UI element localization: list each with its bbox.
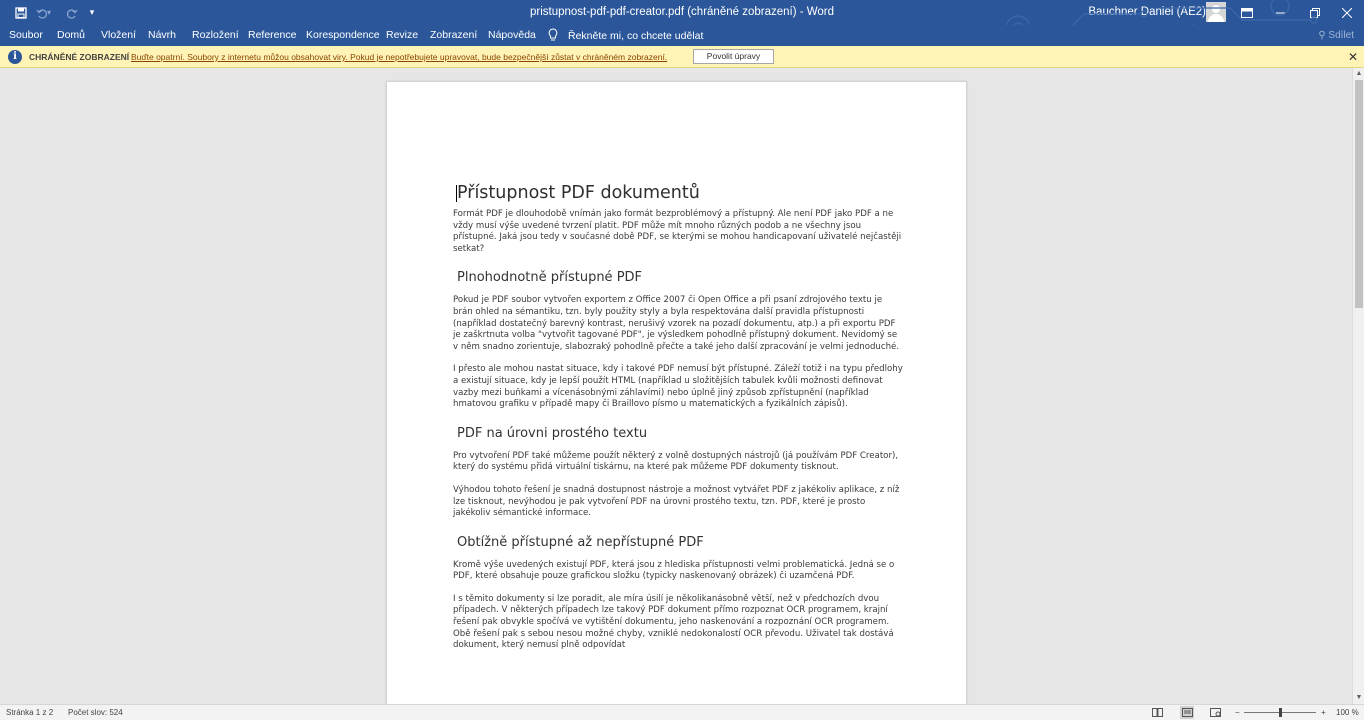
document-canvas[interactable] [0,68,1352,704]
scroll-up-icon[interactable]: ▲ [1355,70,1363,77]
tab-mailings[interactable]: Korespondence [306,29,380,41]
status-bar [0,704,1364,720]
undo-dropdown-icon[interactable]: ▾ [46,8,51,17]
tell-me-search[interactable] [548,25,703,46]
scroll-down-icon[interactable]: ▼ [1355,694,1363,701]
tab-file[interactable]: Soubor [9,29,43,41]
page-indicator[interactable]: Stránka 1 z 2 [6,708,54,717]
paragraph: Pokud je PDF soubor vytvořen exportem z Office 2007 či Open Office a při psaní zdrojového textu je brán ohled na sémantiku, tzn. byly použity styly a byla respektována další pravidla přístupnosti (například dostatečný barevný kontrast, nerušivý vzorek na pozadí dokumentu, atp.) a při exportu PDF je zaškrtnuta volba "vytvořit tagované PDF", je výsledkem pohodlně přístupný dokument. Nevidomý se v něm snadno zorientuje, slabozraký pohodlně přečte a také jeho další zpracování je velmi jednoduché. [453,295,900,352]
protected-view-message[interactable]: Buďte opatrní. Soubory z internetu můžou obsahovat viry. Pokud je nepotřebujete upravovat, bude bezpečnější zůstat v chráněném zobrazení. [131,52,668,62]
intro-paragraph: Formát PDF je dlouhodobě vnímán jako formát bezproblémový a přístupný. Ale není PDF jako PDF a ne vždy musí výše uvedené tvrzení platit. PDF může mít mnoho různých podob a ne všechny jsou přístupné. Jaká jsou tedy v současné době PDF, se kterými se mohou handicapovaní uživatelé nejčastěji setkat? [453,209,902,254]
info-shield-icon: i [8,50,22,64]
section-heading: Plnohodnotně přístupné PDF [457,270,643,286]
title-bar [0,0,1364,25]
tab-references[interactable]: Reference [248,29,297,41]
document-content[interactable] [453,182,903,652]
document-page[interactable] [386,81,967,704]
window-title: pristupnost-pdf-pdf-creator.pdf (chráněné zobrazení) - Word [529,6,835,18]
share-icon: ⚲ [1318,30,1326,41]
ribbon-display-options-icon[interactable] [1230,0,1264,25]
close-message-icon[interactable]: ✕ [1347,50,1358,64]
restore-icon[interactable] [1298,0,1332,25]
protected-view-bar [0,46,1364,68]
tab-home[interactable]: Domů [57,29,86,41]
enable-editing-button[interactable]: Povolit úpravy [693,49,774,64]
tab-help[interactable]: Nápověda [488,29,536,41]
tell-me-label: Řekněte mi, co chcete udělat [568,29,704,42]
document-title: Přístupnost PDF dokumentů [457,183,700,203]
tab-review[interactable]: Revize [386,29,419,41]
read-mode-icon[interactable] [1150,706,1164,719]
scrollbar-thumb[interactable] [1355,80,1363,308]
paragraph: Výhodou tohoto řešení je snadná dostupnost nástroje a možnost vytvářet PDF z jakékoliv aplikace, z níž lze tisknout, nevýhodou je pak vytvoření PDF na úrovni prostého textu, tzn. PDF, které je prosto jakékoliv sémantické informace. [453,484,900,519]
zoom-slider-thumb[interactable] [1279,708,1282,717]
vertical-scrollbar[interactable] [1352,68,1364,704]
paragraph: I s těmito dokumenty si lze poradit, ale míra úsilí je několikanásobně větší, než v předchozích dvou případech. V některých případech lze takový PDF dokument přímo rozpoznat OCR programem, krajní řešení pak obvykle spočívá ve vytištění dokumentu, jeho naskenování a rozpoznání OCR programem. Obě řešení pak s sebou nesou možné chyby, vzniklé nedokonalostí OCR převodu. Uživatel tak dostává dokument, který nemusí plně odpovídat [453,593,894,651]
customize-qat-icon[interactable]: ▾ [89,7,95,17]
user-name[interactable]: Bauchner Daniel (AE2) [1088,6,1206,18]
share-label: Sdílet [1328,30,1354,41]
zoom-in-button[interactable]: + [1321,708,1326,717]
lightbulb-icon [548,28,562,44]
web-layout-icon[interactable] [1208,706,1222,719]
share-button[interactable] [1318,25,1354,46]
text-cursor [456,185,457,202]
minimize-icon[interactable] [1264,0,1298,25]
tab-insert[interactable]: Vložení [101,29,137,41]
protected-view-label: CHRÁNĚNÉ ZOBRAZENÍ [29,52,130,62]
word-count[interactable]: Počet slov: 524 [68,708,123,717]
paragraph: I přesto ale mohou nastat situace, kdy i takové PDF nemusí být přístupné. Záleží totiž i na typu předlohy a existují situace, kdy je lepší použít HTML (například u složitějších tabulek kvůli možnosti definovat vazby mezi buňkami a vícenásobnými záhlavími) nebo úplně jiný způsob zpřístupnění (například hmatovou grafiku v případě mapy či Braillovo písmo u matematických a fyzikálních zápisů). [453,364,903,410]
section-heading: PDF na úrovni prostého textu [457,425,648,441]
tab-design[interactable]: Návrh [148,29,177,41]
section-heading: Obtížně přístupné až nepřístupné PDF [457,534,704,550]
tab-view[interactable]: Zobrazení [430,29,478,41]
tab-layout[interactable]: Rozložení [192,29,239,41]
print-layout-icon[interactable] [1180,706,1194,719]
paragraph: Pro vytvoření PDF také můžeme použít některý z volně dostupných nástrojů (já používám PDF Creator), který do systému přidá virtuální tiskárnu, na které pak můžeme PDF dokumenty tisknout. [453,450,899,473]
zoom-out-button[interactable]: − [1235,708,1240,717]
avatar[interactable] [1206,2,1226,22]
zoom-level[interactable]: 100 % [1336,708,1359,717]
paragraph: Kromě výše uvedených existují PDF, která jsou z hlediska přístupnosti velmi problematická. Jedná se o PDF, které obsahuje pouze grafickou složku (typicky naskenovaný obrázek) či uzamčená PDF. [453,559,895,582]
close-icon[interactable] [1330,0,1364,25]
ribbon-tabs [0,25,1364,46]
